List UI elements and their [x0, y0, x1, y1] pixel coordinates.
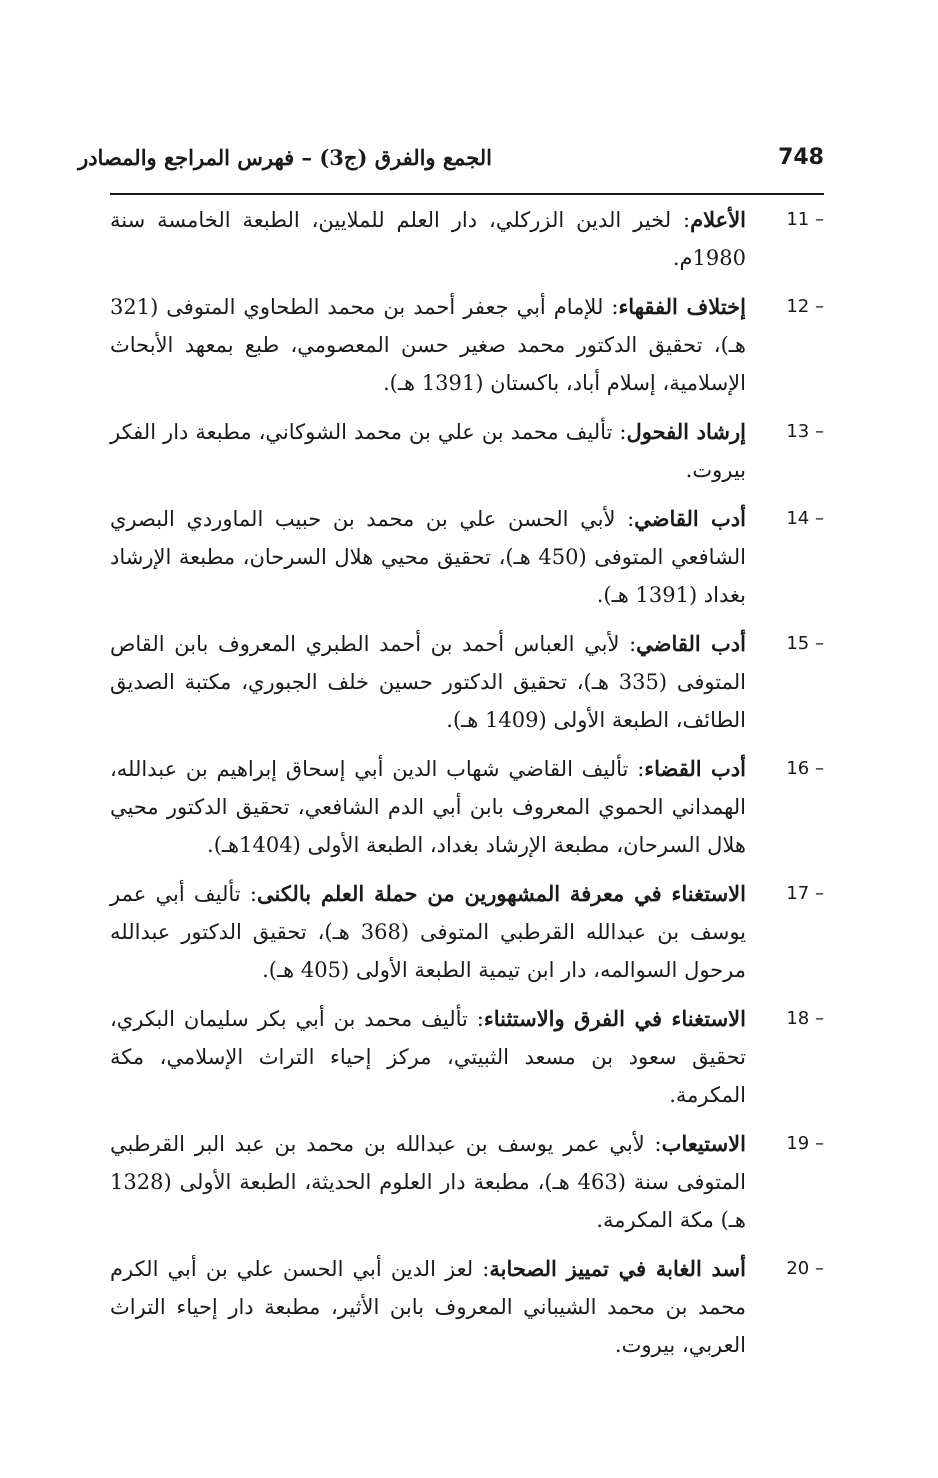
entry-text: تأليف محمد بن أبي بكر سليمان البكري، تحقيق سعود بن مسعد الثبيتي، مركز إحياء التراث الإسلامي، مكة المكرمة. [110, 1007, 746, 1107]
header-rule [110, 193, 824, 195]
reference-entry [110, 1125, 824, 1239]
entry-number: 16 – [786, 758, 824, 779]
entry-title: الأعلام : [671, 207, 746, 232]
entry-title: الاستغناء في الفرق والاستثناء : [468, 1006, 746, 1031]
entry-text: لأبي الحسن علي بن محمد بن حبيب الماوردي البصري الشافعي المتوفى (450 هـ)، تحقيق محيي هلال السرحان، مطبعة الإرشاد بغداد (1391 هـ). [110, 507, 746, 607]
entry-number: 14 – [786, 508, 824, 529]
entry-title: إرشاد الفحول : [612, 419, 746, 444]
entry-title: أسد الغابة في تمييز الصحابة : [473, 1256, 746, 1281]
entry-number: 13 – [786, 421, 824, 442]
entry-title: إختلاف الفقهاء : [603, 294, 746, 319]
entry-text: تأليف القاضي شهاب الدين أبي إسحاق إبراهيم بن عبدالله، الهمداني الحموي المعروف بابن أبي الدم الشافعي، تحقيق الدكتور محيي هلال السرحان، مطبعة الإرشاد بغداد، الطبعة الأولى (1404هـ). [110, 757, 746, 857]
reference-entry [110, 288, 824, 402]
entry-text: لأبي العباس أحمد بن أحمد الطبري المعروف بابن القاص المتوفى (335 هـ)، تحقيق الدكتور حسين خلف الجبوري، مكتبة الصديق الطائف، الطبعة الأولى (1409 هـ). [110, 632, 746, 732]
entry-title: أدب القاضي : [615, 506, 746, 531]
entry-number: 15 – [786, 633, 824, 654]
reference-entry [110, 625, 824, 739]
reference-entry [110, 201, 824, 277]
reference-entry [110, 875, 824, 989]
reference-entry [110, 1000, 824, 1114]
entry-number: 12 – [786, 296, 824, 317]
entry-number: 17 – [786, 883, 824, 904]
entry-number: 18 – [786, 1008, 824, 1029]
entry-title: أدب القاضي : [619, 631, 746, 656]
entry-title: الاستيعاب : [645, 1131, 746, 1156]
reference-entry [110, 500, 824, 614]
entry-text: لخير الدين الزركلي، دار العلم للملايين، الطبعة الخامسة سنة 1980م. [110, 208, 746, 270]
reference-entry [110, 413, 824, 489]
entry-text: للإمام أبي جعفر أحمد بن محمد الطحاوي المتوفى (321 هـ)، تحقيق الدكتور محمد صغير حسن المعصومي، طبع بمعهد الأبحاث الإسلامية، إسلام أباد، باكستان (1391 هـ). [110, 295, 746, 395]
entry-title: أدب القضاء : [628, 756, 746, 781]
entry-text: تأليف محمد بن علي بن محمد الشوكاني، مطبعة دار الفكر بيروت. [110, 420, 746, 482]
page-number: 748 [778, 145, 824, 170]
entry-number: 19 – [786, 1133, 824, 1154]
running-title: الجمع والفرق (ج3) – فهرس المراجع والمصادر [78, 145, 492, 170]
entry-number: 11 – [786, 209, 824, 230]
page-header [78, 143, 824, 183]
entry-number: 20 – [786, 1258, 824, 1279]
entry-text: لأبي عمر يوسف بن عبدالله بن محمد بن عبد البر القرطبي المتوفى سنة (463 هـ)، مطبعة دار العلوم الحديثة، الطبعة الأولى (1328 هـ) مكة المكرمة. [110, 1132, 746, 1232]
entry-text: تأليف أبي عمر يوسف بن عبدالله القرطبي المتوفى (368 هـ)، تحقيق الدكتور عبدالله مرحول السوالمه، دار ابن تيمية الطبعة الأولى (405 هـ). [110, 882, 747, 982]
reference-entry [110, 1250, 824, 1364]
document-page [78, 0, 824, 1478]
entry-text: لعز الدين أبي الحسن علي بن أبي الكرم محمد بن محمد الشيباني المعروف بابن الأثير، مطبعة دار إحياء التراث العربي، بيروت. [110, 1257, 746, 1357]
entry-title: الاستغناء في معرفة المشهورين من حملة العلم بالكنى : [241, 881, 746, 906]
reference-entry [110, 750, 824, 864]
references-list [110, 201, 824, 1375]
